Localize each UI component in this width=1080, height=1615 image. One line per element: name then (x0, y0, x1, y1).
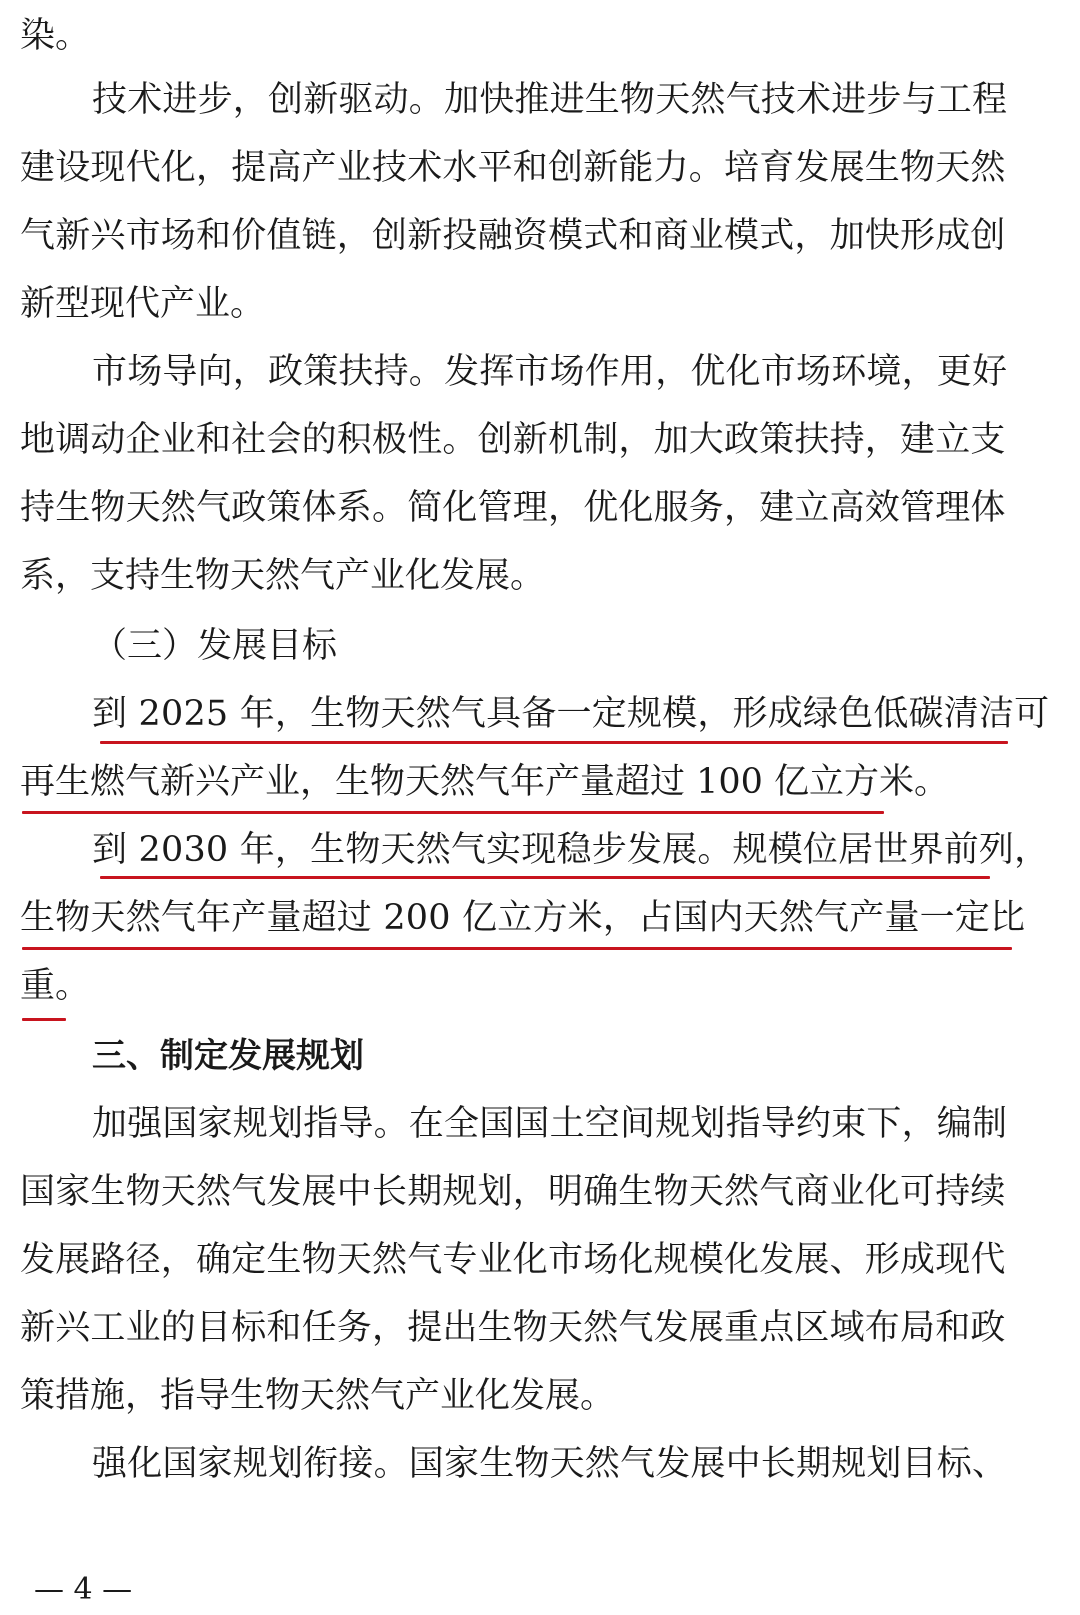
paragraph-market-line-1: 市场导向，政策扶持。发挥市场作用，优化市场环境，更好 (92, 352, 1008, 392)
paragraph-tech-progress-line-4: 新型现代产业。 (20, 284, 266, 324)
paragraph-planning-line-1: 加强国家规划指导。在全国国土空间规划指导约束下，编制 (92, 1104, 1008, 1144)
goal-2030-line-3: 重。 (20, 966, 91, 1006)
section-subheading-goals: （三）发展目标 (92, 626, 338, 666)
goal-2025-line-1: 到 2025 年，生物天然气具备一定规模，形成绿色低碳清洁可 (92, 694, 1050, 734)
red-underline (22, 947, 1012, 950)
text-line-continuation: 染。 (20, 16, 91, 56)
red-underline (100, 741, 1008, 744)
paragraph-tech-progress-line-1: 技术进步，创新驱动。加快推进生物天然气技术进步与工程 (92, 80, 1008, 120)
page-number: — 4 — (34, 1572, 133, 1607)
red-underline (22, 1018, 66, 1021)
section-heading-plan: 三、制定发展规划 (92, 1036, 364, 1076)
goal-2030-line-1: 到 2030 年，生物天然气实现稳步发展。规模位居世界前列， (92, 830, 1050, 870)
goal-2025-line-2: 再生燃气新兴产业，生物天然气年产量超过 100 亿立方米。 (20, 762, 950, 802)
paragraph-planning-line-4: 新兴工业的目标和任务，提出生物天然气发展重点区域布局和政 (20, 1308, 1006, 1348)
paragraph-planning-line-3: 发展路径，确定生物天然气专业化市场化规模化发展、形成现代 (20, 1240, 1006, 1280)
paragraph-planning-line-5: 策措施，指导生物天然气产业化发展。 (20, 1376, 616, 1416)
red-underline (22, 811, 884, 814)
paragraph-coordination-line-1: 强化国家规划衔接。国家生物天然气发展中长期规划目标、 (92, 1444, 1008, 1484)
goal-2030-line-2: 生物天然气年产量超过 200 亿立方米，占国内天然气产量一定比 (20, 898, 1026, 938)
paragraph-market-line-4: 系，支持生物天然气产业化发展。 (20, 556, 546, 596)
paragraph-tech-progress-line-2: 建设现代化，提高产业技术水平和创新能力。培育发展生物天然 (20, 148, 1006, 188)
paragraph-market-line-3: 持生物天然气政策体系。简化管理，优化服务，建立高效管理体 (20, 488, 1006, 528)
paragraph-market-line-2: 地调动企业和社会的积极性。创新机制，加大政策扶持，建立支 (20, 420, 1006, 460)
paragraph-planning-line-2: 国家生物天然气发展中长期规划，明确生物天然气商业化可持续 (20, 1172, 1006, 1212)
paragraph-tech-progress-line-3: 气新兴市场和价值链，创新投融资模式和商业模式，加快形成创 (20, 216, 1006, 256)
red-underline (100, 876, 990, 879)
